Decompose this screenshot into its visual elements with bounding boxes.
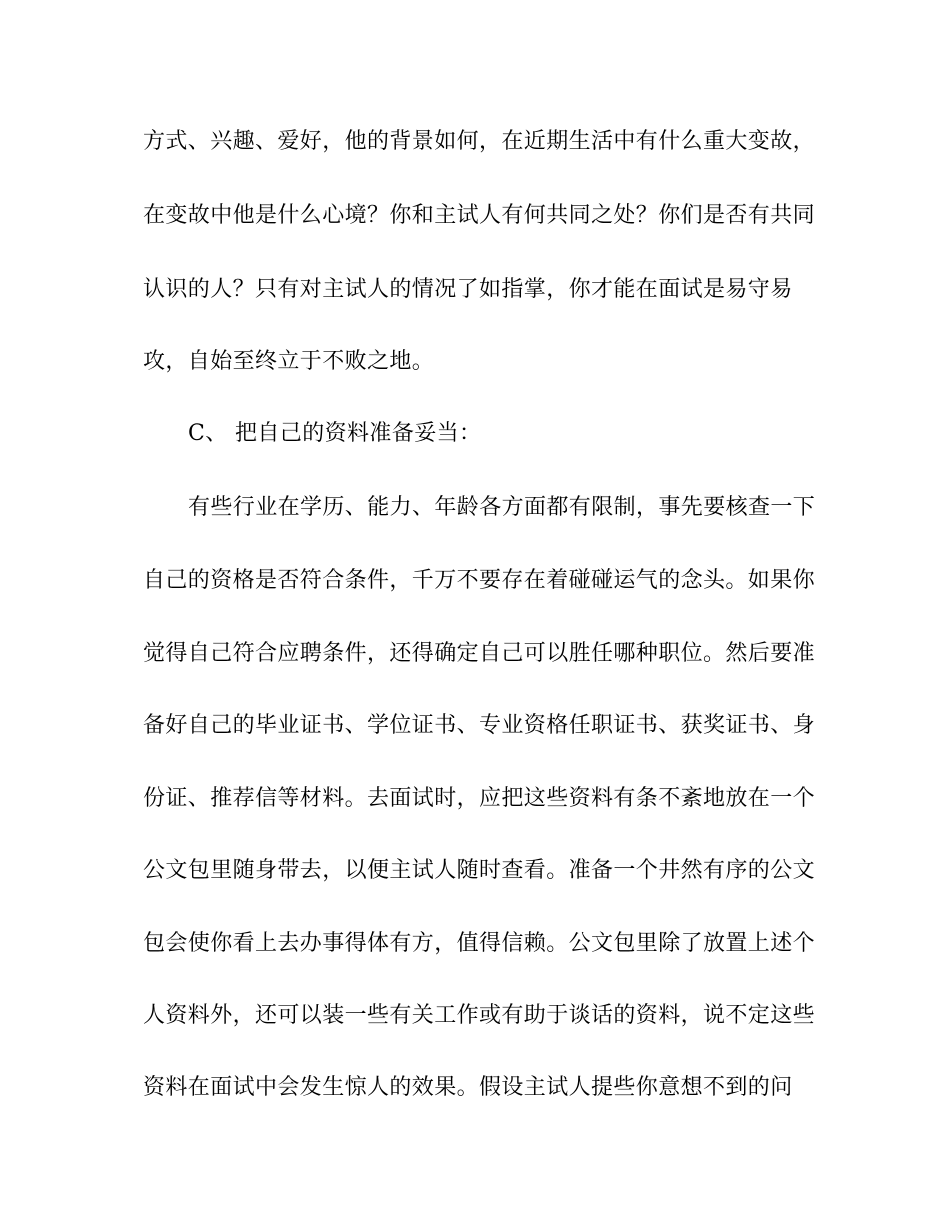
body-text-line: 方式、兴趣、爱好，他的背景如何，在近期生活中有什么重大变故， (143, 129, 816, 154)
body-text-line: 人资料外，还可以装一些有关工作或有助于谈话的资料，说不定这些 (143, 1003, 816, 1028)
body-text-line: 觉得自己符合应聘条件，还得确定自己可以胜任哪种职位。然后要准 (143, 641, 816, 666)
paragraph-first-line: 有些行业在学历、能力、年龄各方面都有限制，事先要核查一下 (188, 495, 816, 520)
body-text-line: 攻，自始至终立于不败之地。 (143, 349, 435, 374)
body-text-line: 认识的人？只有对主试人的情况了如指掌，你才能在面试是易守易 (143, 277, 793, 302)
body-text-line: 自己的资格是否符合条件，千万不要存在着碰碰运气的念头。如果你 (143, 568, 816, 593)
section-heading: C、 把自己的资料准备妥当： (188, 421, 482, 446)
body-text-line: 份证、推荐信等材料。去面试时，应把这些资料有条不紊地放在一个 (143, 786, 816, 811)
body-text-line: 包会使你看上去办事得体有方，值得信赖。公文包里除了放置上述个 (143, 931, 816, 956)
body-text-line: 资料在面试中会发生惊人的效果。假设主试人提些你意想不到的问 (143, 1075, 793, 1100)
body-text-line: 备好自己的毕业证书、学位证书、专业资格任职证书、获奖证书、身 (143, 713, 816, 738)
body-text-line: 在变故中他是什么心境？你和主试人有何共同之处？你们是否有共同 (143, 203, 816, 228)
body-text-line: 公文包里随身带去，以便主试人随时查看。准备一个井然有序的公文 (143, 858, 816, 883)
